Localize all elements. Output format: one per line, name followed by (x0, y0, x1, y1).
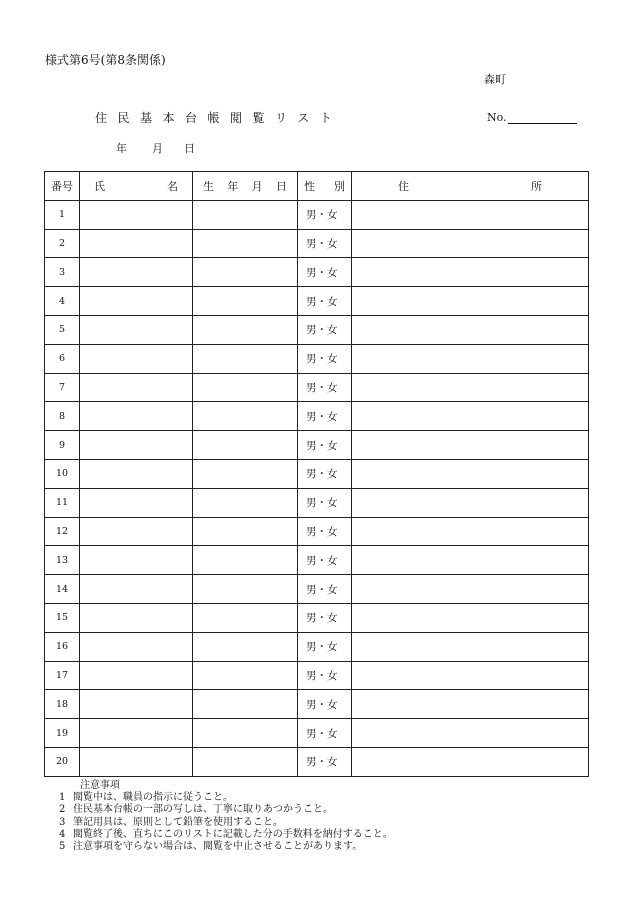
document-number-label: No. (487, 111, 507, 124)
row-number: 20 (45, 747, 80, 776)
name-cell[interactable] (80, 373, 193, 402)
sex-cell[interactable]: 男・女 (298, 315, 352, 344)
name-cell[interactable] (80, 575, 193, 604)
header-birthdate-part: 月 (251, 179, 263, 193)
name-cell[interactable] (80, 258, 193, 287)
header-birthdate-part: 年 (227, 179, 239, 193)
row-number: 2 (45, 229, 80, 258)
date-year-label: 年 (116, 142, 127, 155)
note-item (59, 804, 393, 816)
note-item (59, 841, 393, 853)
address-cell[interactable] (352, 603, 589, 632)
birthdate-cell[interactable] (193, 373, 298, 402)
note-number: 2 (59, 804, 66, 816)
date-line (116, 140, 195, 156)
name-cell[interactable] (80, 315, 193, 344)
sex-cell[interactable]: 男・女 (298, 575, 352, 604)
sex-cell[interactable]: 男・女 (298, 459, 352, 488)
table-row (45, 229, 589, 258)
table-row (45, 747, 589, 776)
address-cell[interactable] (352, 575, 589, 604)
header-name-part: 名 (167, 179, 178, 193)
header-birthdate-part: 生 (203, 179, 214, 193)
address-cell[interactable] (352, 229, 589, 258)
name-cell[interactable] (80, 344, 193, 373)
birthdate-cell[interactable] (193, 690, 298, 719)
page-title: 住民基本台帳閲覧リスト (95, 111, 343, 125)
table-row (45, 431, 589, 460)
table-row (45, 517, 589, 546)
row-number: 5 (45, 315, 80, 344)
note-text: 閲覧終了後、直ちにこのリストに記載した分の手数料を納付すること。 (73, 828, 393, 840)
birthdate-cell[interactable] (193, 488, 298, 517)
row-number: 16 (45, 632, 80, 661)
name-cell[interactable] (80, 200, 193, 229)
row-number: 19 (45, 719, 80, 748)
birthdate-cell[interactable] (193, 402, 298, 431)
birthdate-cell[interactable] (193, 200, 298, 229)
header-address-part: 住 (398, 179, 409, 193)
birthdate-cell[interactable] (193, 546, 298, 575)
address-cell[interactable] (352, 402, 589, 431)
birthdate-cell[interactable] (193, 603, 298, 632)
row-number: 9 (45, 431, 80, 460)
date-day-label: 日 (184, 142, 195, 155)
name-cell[interactable] (80, 661, 193, 690)
header-sex (298, 172, 352, 201)
row-number: 6 (45, 344, 80, 373)
table-row (45, 315, 589, 344)
sex-cell[interactable]: 男・女 (298, 632, 352, 661)
note-text: 閲覧中は、職員の指示に従うこと。 (73, 792, 233, 804)
header-address-part: 所 (531, 179, 542, 193)
row-number: 10 (45, 459, 80, 488)
header-name (80, 172, 193, 201)
sex-cell[interactable]: 男・女 (298, 690, 352, 719)
table-row (45, 690, 589, 719)
name-cell[interactable] (80, 747, 193, 776)
table-row (45, 546, 589, 575)
sex-cell[interactable]: 男・女 (298, 373, 352, 402)
row-number: 14 (45, 575, 80, 604)
address-cell[interactable] (352, 661, 589, 690)
sex-cell[interactable]: 男・女 (298, 431, 352, 460)
table-row (45, 661, 589, 690)
address-cell[interactable] (352, 200, 589, 229)
note-text: 注意事項を守らない場合は、閲覧を中止させることがあります。 (73, 841, 363, 853)
table-row (45, 258, 589, 287)
birthdate-cell[interactable] (193, 431, 298, 460)
name-cell[interactable] (80, 488, 193, 517)
notes-section (59, 780, 393, 853)
address-cell[interactable] (352, 546, 589, 575)
birthdate-cell[interactable] (193, 632, 298, 661)
address-cell[interactable] (352, 719, 589, 748)
sex-cell[interactable]: 男・女 (298, 287, 352, 316)
notes-heading: 注意事項 (80, 780, 120, 791)
header-name-part: 氏 (94, 179, 105, 193)
name-cell[interactable] (80, 517, 193, 546)
row-number: 11 (45, 488, 80, 517)
address-cell[interactable] (352, 488, 589, 517)
birthdate-cell[interactable] (193, 719, 298, 748)
address-cell[interactable] (352, 258, 589, 287)
row-number: 4 (45, 287, 80, 316)
row-number: 7 (45, 373, 80, 402)
name-cell[interactable] (80, 546, 193, 575)
sex-cell[interactable]: 男・女 (298, 546, 352, 575)
birthdate-cell[interactable] (193, 459, 298, 488)
name-cell[interactable] (80, 632, 193, 661)
roster-table (44, 171, 589, 777)
table-row (45, 459, 589, 488)
birthdate-cell[interactable] (193, 517, 298, 546)
header-number: 番号 (45, 172, 80, 201)
table-row (45, 575, 589, 604)
row-number: 17 (45, 661, 80, 690)
row-number: 8 (45, 402, 80, 431)
sex-cell[interactable]: 男・女 (298, 488, 352, 517)
sex-cell[interactable]: 男・女 (298, 603, 352, 632)
birthdate-cell[interactable] (193, 661, 298, 690)
table-row (45, 200, 589, 229)
sex-cell[interactable]: 男・女 (298, 747, 352, 776)
header-sex-part: 別 (334, 179, 345, 193)
note-item (59, 829, 393, 841)
sex-cell[interactable]: 男・女 (298, 402, 352, 431)
table-row (45, 488, 589, 517)
name-cell[interactable] (80, 459, 193, 488)
address-cell[interactable] (352, 632, 589, 661)
name-cell[interactable] (80, 229, 193, 258)
note-text: 住民基本台帳の一部の写しは、丁寧に取りあつかうこと。 (73, 804, 333, 816)
birthdate-cell[interactable] (193, 747, 298, 776)
birthdate-cell[interactable] (193, 287, 298, 316)
note-number: 1 (59, 792, 66, 804)
address-cell[interactable] (352, 431, 589, 460)
name-cell[interactable] (80, 603, 193, 632)
sex-cell[interactable]: 男・女 (298, 719, 352, 748)
birthdate-cell[interactable] (193, 344, 298, 373)
row-number: 13 (45, 546, 80, 575)
sex-cell[interactable]: 男・女 (298, 229, 352, 258)
table-row (45, 373, 589, 402)
note-text: 筆記用具は、原則として鉛筆を使用すること。 (73, 816, 283, 828)
row-number: 1 (45, 200, 80, 229)
address-cell[interactable] (352, 517, 589, 546)
address-cell[interactable] (352, 373, 589, 402)
note-item (59, 792, 393, 804)
note-number: 5 (59, 841, 66, 853)
sex-cell[interactable]: 男・女 (298, 661, 352, 690)
header-sex-part: 性 (304, 179, 315, 193)
document-number-field[interactable] (508, 123, 577, 124)
address-cell[interactable] (352, 315, 589, 344)
sex-cell[interactable]: 男・女 (298, 517, 352, 546)
header-birthdate (193, 172, 298, 201)
table-row (45, 603, 589, 632)
table-row (45, 287, 589, 316)
row-number: 12 (45, 517, 80, 546)
note-number: 3 (59, 816, 66, 828)
town-name: 森町 (484, 73, 506, 86)
sex-cell[interactable]: 男・女 (298, 200, 352, 229)
address-cell[interactable] (352, 459, 589, 488)
name-cell[interactable] (80, 431, 193, 460)
address-cell[interactable] (352, 287, 589, 316)
name-cell[interactable] (80, 287, 193, 316)
table-header-row (45, 172, 589, 201)
address-cell[interactable] (352, 690, 589, 719)
birthdate-cell[interactable] (193, 575, 298, 604)
address-cell[interactable] (352, 344, 589, 373)
table-row (45, 344, 589, 373)
note-number: 4 (59, 828, 66, 840)
form-number: 様式第6号(第8条関係) (45, 53, 166, 67)
birthdate-cell[interactable] (193, 315, 298, 344)
address-cell[interactable] (352, 747, 589, 776)
name-cell[interactable] (80, 719, 193, 748)
sex-cell[interactable]: 男・女 (298, 344, 352, 373)
date-month-label: 月 (152, 142, 163, 155)
header-address (352, 172, 589, 201)
birthdate-cell[interactable] (193, 229, 298, 258)
table-row (45, 632, 589, 661)
table-row (45, 719, 589, 748)
table-row (45, 402, 589, 431)
sex-cell[interactable]: 男・女 (298, 258, 352, 287)
name-cell[interactable] (80, 690, 193, 719)
row-number: 15 (45, 603, 80, 632)
row-number: 3 (45, 258, 80, 287)
header-birthdate-part: 日 (275, 179, 287, 193)
name-cell[interactable] (80, 402, 193, 431)
birthdate-cell[interactable] (193, 258, 298, 287)
note-item (59, 817, 393, 829)
row-number: 18 (45, 690, 80, 719)
